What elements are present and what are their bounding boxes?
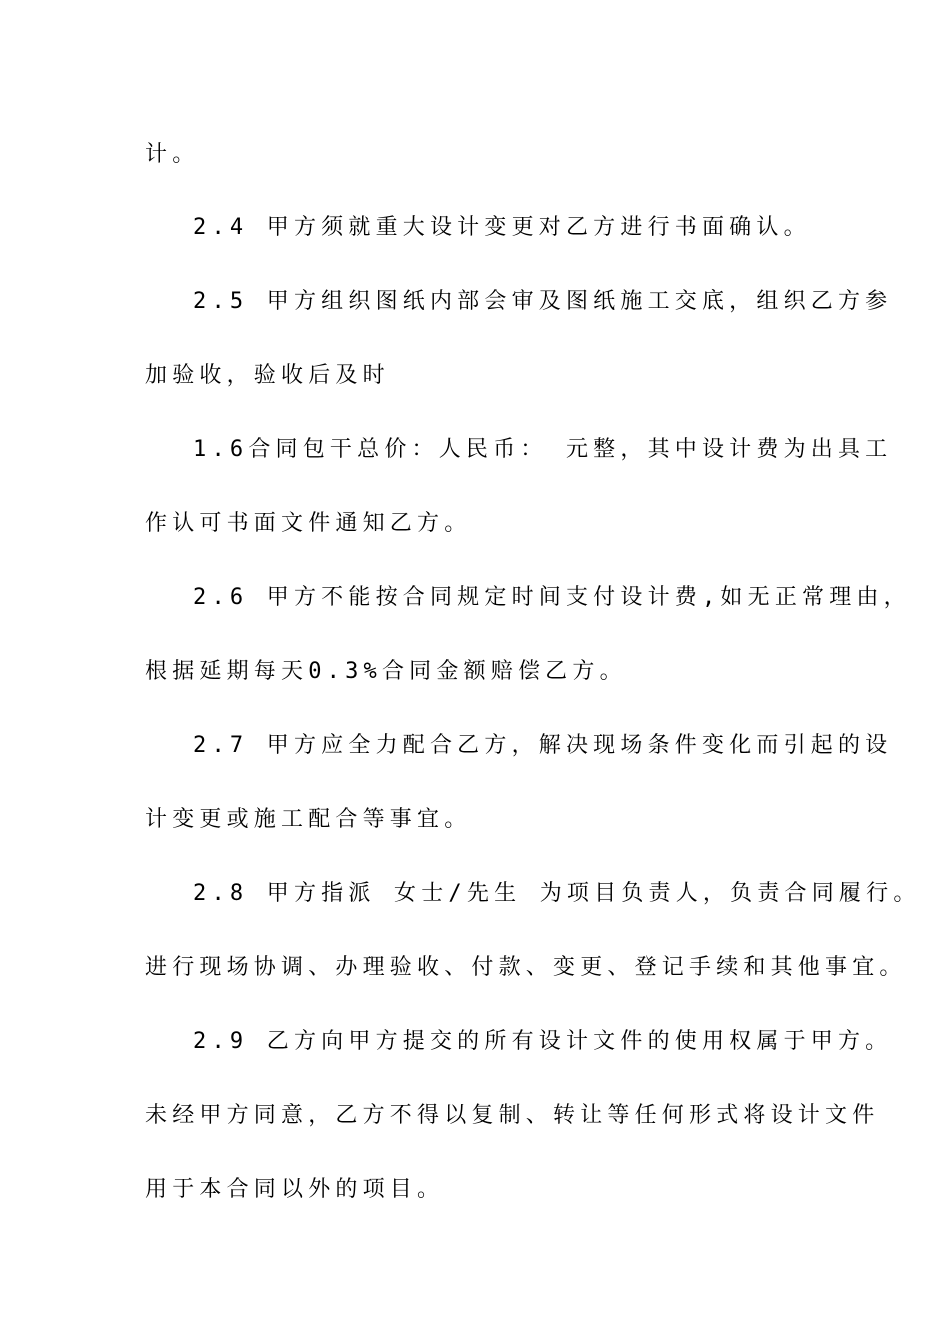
clause-2-8: 2.8 甲方指派 女士/先生 为项目负责人，负责合同履行。 bbox=[193, 881, 921, 906]
paragraph-line: 加验收，验收后及时 bbox=[145, 363, 390, 388]
paragraph-line: 未经甲方同意，乙方不得以复制、转让等任何形式将设计文件 bbox=[145, 1103, 880, 1128]
paragraph-line: 根据延期每天0.3%合同金额赔偿乙方。 bbox=[145, 659, 627, 684]
clause-2-5: 2.5 甲方组织图纸内部会审及图纸施工交底，组织乙方参 bbox=[193, 289, 893, 314]
paragraph-line: 计变更或施工配合等事宜。 bbox=[145, 807, 472, 832]
paragraph-line: 作认可书面文件通知乙方。 bbox=[145, 511, 472, 536]
clause-2-6: 2.6 甲方不能按合同规定时间支付设计费,如无正常理由， bbox=[193, 585, 911, 610]
clause-1-6: 1.6合同包干总价：人民币： 元整，其中设计费为出具工 bbox=[193, 437, 893, 462]
clause-2-7: 2.7 甲方应全力配合乙方，解决现场条件变化而引起的设 bbox=[193, 733, 893, 758]
paragraph-line: 计。 bbox=[145, 142, 200, 167]
clause-2-9: 2.9 乙方向甲方提交的所有设计文件的使用权属于甲方。 bbox=[193, 1029, 893, 1054]
paragraph-line: 进行现场协调、办理验收、付款、变更、登记手续和其他事宜。 bbox=[145, 955, 907, 980]
paragraph-line: 用于本合同以外的项目。 bbox=[145, 1177, 445, 1202]
clause-2-4: 2.4 甲方须就重大设计变更对乙方进行书面确认。 bbox=[193, 215, 811, 240]
